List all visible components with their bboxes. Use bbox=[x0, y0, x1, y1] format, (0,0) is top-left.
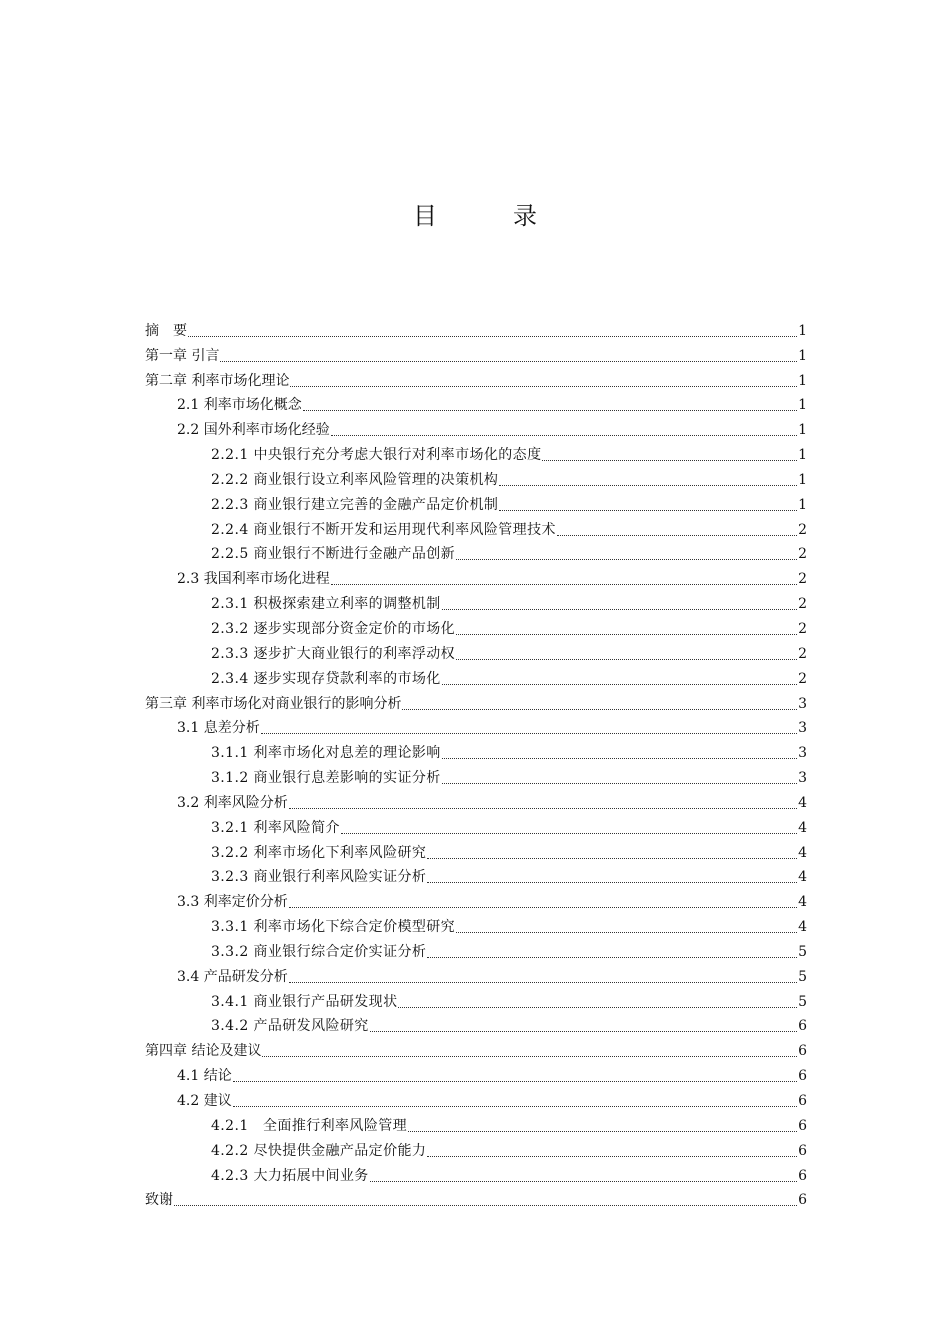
toc-entry-page-number: 3 bbox=[798, 770, 807, 787]
toc-entry-label: 3.3.1 利率市场化下综合定价模型研究 bbox=[211, 919, 456, 936]
toc-dot-leader bbox=[557, 534, 797, 536]
toc-dot-leader bbox=[499, 509, 797, 511]
toc-entry-label: 4.2.3 大力拓展中间业务 bbox=[211, 1167, 369, 1184]
toc-dot-leader bbox=[261, 732, 797, 734]
toc-dot-leader bbox=[220, 360, 797, 362]
toc-entry[interactable] bbox=[145, 540, 807, 565]
toc-dot-leader bbox=[427, 956, 797, 958]
toc-entry[interactable] bbox=[145, 1186, 807, 1211]
toc-entry-label: 2.3.2 逐步实现部分资金定价的市场化 bbox=[211, 620, 456, 637]
toc-entry-page-number: 6 bbox=[798, 1167, 807, 1184]
toc-entry[interactable] bbox=[145, 689, 807, 714]
toc-entry-page-number: 4 bbox=[798, 819, 807, 836]
toc-dot-leader bbox=[370, 1180, 797, 1182]
toc-entry[interactable] bbox=[145, 1012, 807, 1037]
toc-entry-label: 3.2.3 商业银行利率风险实证分析 bbox=[211, 869, 427, 886]
toc-entry[interactable] bbox=[145, 962, 807, 987]
toc-entry-label: 3.3 利率定价分析 bbox=[177, 894, 288, 911]
toc-entry-page-number: 3 bbox=[798, 720, 807, 737]
toc-entry[interactable] bbox=[145, 1161, 807, 1186]
toc-entry[interactable] bbox=[145, 1111, 807, 1136]
toc-dot-leader bbox=[456, 633, 797, 635]
toc-entry-page-number: 6 bbox=[798, 1142, 807, 1159]
toc-entry-label: 2.3 我国利率市场化进程 bbox=[177, 571, 330, 588]
table-of-contents bbox=[145, 316, 807, 1210]
toc-dot-leader bbox=[442, 683, 797, 685]
toc-entry-label: 2.2.2 商业银行设立利率风险管理的决策机构 bbox=[211, 471, 499, 488]
toc-entry[interactable] bbox=[145, 639, 807, 664]
toc-entry-label: 2.2.1 中央银行充分考虑大银行对利率市场化的态度 bbox=[211, 447, 542, 464]
toc-entry-label: 3.4 产品研发分析 bbox=[177, 968, 288, 985]
toc-entry-page-number: 1 bbox=[798, 496, 807, 513]
toc-dot-leader bbox=[370, 1030, 797, 1032]
toc-dot-leader bbox=[331, 434, 797, 436]
toc-entry[interactable] bbox=[145, 987, 807, 1012]
toc-entry-label: 第一章 引言 bbox=[145, 347, 220, 364]
toc-entry-label: 3.1 息差分析 bbox=[177, 720, 260, 737]
toc-entry-page-number: 2 bbox=[798, 546, 807, 563]
toc-entry-label: 3.4.1 商业银行产品研发现状 bbox=[211, 993, 398, 1010]
toc-entry-page-number: 6 bbox=[798, 1117, 807, 1134]
toc-dot-leader bbox=[188, 335, 797, 337]
toc-dot-leader bbox=[290, 385, 797, 387]
toc-entry[interactable] bbox=[145, 1086, 807, 1111]
toc-dot-leader bbox=[341, 832, 797, 834]
toc-entry-label: 3.2.2 利率市场化下利率风险研究 bbox=[211, 844, 427, 861]
toc-entry-label: 2.2 国外利率市场化经验 bbox=[177, 422, 330, 439]
toc-dot-leader bbox=[233, 1080, 797, 1082]
toc-entry-page-number: 5 bbox=[798, 968, 807, 985]
toc-entry-page-number: 1 bbox=[798, 422, 807, 439]
toc-dot-leader bbox=[499, 484, 797, 486]
toc-entry[interactable] bbox=[145, 738, 807, 763]
toc-entry-label: 3.4.2 产品研发风险研究 bbox=[211, 1018, 369, 1035]
toc-entry-label: 2.1 利率市场化概念 bbox=[177, 397, 302, 414]
toc-dot-leader bbox=[442, 608, 797, 610]
toc-entry-page-number: 4 bbox=[798, 894, 807, 911]
toc-entry[interactable] bbox=[145, 391, 807, 416]
toc-entry[interactable] bbox=[145, 838, 807, 863]
toc-entry[interactable] bbox=[145, 589, 807, 614]
toc-entry-page-number: 2 bbox=[798, 521, 807, 538]
toc-entry[interactable] bbox=[145, 564, 807, 589]
toc-entry[interactable] bbox=[145, 440, 807, 465]
toc-entry-page-number: 4 bbox=[798, 794, 807, 811]
toc-entry-page-number: 1 bbox=[798, 322, 807, 339]
toc-entry[interactable] bbox=[145, 465, 807, 490]
toc-entry-page-number: 1 bbox=[798, 397, 807, 414]
toc-entry-label: 4.1 结论 bbox=[177, 1068, 232, 1085]
toc-dot-leader bbox=[331, 583, 797, 585]
toc-entry-page-number: 3 bbox=[798, 745, 807, 762]
toc-entry-label: 2.3.1 积极探索建立利率的调整机制 bbox=[211, 596, 441, 613]
toc-entry-page-number: 2 bbox=[798, 645, 807, 662]
toc-dot-leader bbox=[456, 931, 797, 933]
toc-dot-leader bbox=[233, 1105, 797, 1107]
toc-entry[interactable] bbox=[145, 366, 807, 391]
toc-entry[interactable] bbox=[145, 1136, 807, 1161]
toc-entry[interactable] bbox=[145, 1061, 807, 1086]
toc-entry-page-number: 2 bbox=[798, 670, 807, 687]
toc-entry-page-number: 6 bbox=[798, 1192, 807, 1209]
toc-dot-leader bbox=[542, 459, 797, 461]
toc-entry-page-number: 2 bbox=[798, 620, 807, 637]
toc-entry-page-number: 6 bbox=[798, 1018, 807, 1035]
toc-entry[interactable] bbox=[145, 714, 807, 739]
toc-entry[interactable] bbox=[145, 763, 807, 788]
toc-entry-label: 2.3.4 逐步实现存贷款利率的市场化 bbox=[211, 670, 441, 687]
toc-entry-label: 第四章 结论及建议 bbox=[145, 1043, 262, 1060]
toc-entry-label: 4.2.2 尽快提供金融产品定价能力 bbox=[211, 1142, 427, 1159]
toc-entry-label: 2.2.4 商业银行不断开发和运用现代利率风险管理技术 bbox=[211, 521, 556, 538]
toc-dot-leader bbox=[402, 708, 797, 710]
toc-entry-label: 3.3.2 商业银行综合定价实证分析 bbox=[211, 943, 427, 960]
toc-entry[interactable] bbox=[145, 813, 807, 838]
toc-entry-page-number: 5 bbox=[798, 993, 807, 1010]
toc-entry[interactable] bbox=[145, 937, 807, 962]
toc-entry[interactable] bbox=[145, 887, 807, 912]
toc-dot-leader bbox=[174, 1204, 797, 1206]
toc-entry-label: 3.2.1 利率风险简介 bbox=[211, 819, 340, 836]
toc-entry-page-number: 1 bbox=[798, 347, 807, 364]
toc-dot-leader bbox=[408, 1130, 797, 1132]
toc-dot-leader bbox=[427, 1155, 797, 1157]
toc-entry[interactable] bbox=[145, 788, 807, 813]
toc-entry-page-number: 1 bbox=[798, 372, 807, 389]
toc-entry-label: 摘 要 bbox=[145, 322, 187, 339]
toc-title: 目 录 bbox=[413, 202, 563, 230]
toc-entry-label: 3.1.2 商业银行息差影响的实证分析 bbox=[211, 770, 441, 787]
toc-entry-label: 第三章 利率市场化对商业银行的影响分析 bbox=[145, 695, 402, 712]
toc-entry[interactable] bbox=[145, 664, 807, 689]
toc-dot-leader bbox=[289, 807, 797, 809]
toc-entry-page-number: 6 bbox=[798, 1068, 807, 1085]
toc-entry[interactable] bbox=[145, 341, 807, 366]
toc-entry-page-number: 3 bbox=[798, 695, 807, 712]
toc-entry-label: 第二章 利率市场化理论 bbox=[145, 372, 290, 389]
toc-entry[interactable] bbox=[145, 1036, 807, 1061]
toc-dot-leader bbox=[442, 757, 797, 759]
toc-entry-page-number: 4 bbox=[798, 869, 807, 886]
toc-dot-leader bbox=[456, 558, 797, 560]
toc-entry-label: 3.1.1 利率市场化对息差的理论影响 bbox=[211, 745, 441, 762]
toc-entry-label: 2.2.5 商业银行不断进行金融产品创新 bbox=[211, 546, 456, 563]
toc-entry[interactable] bbox=[145, 490, 807, 515]
toc-dot-leader bbox=[303, 409, 797, 411]
toc-entry-label: 2.3.3 逐步扩大商业银行的利率浮动权 bbox=[211, 645, 456, 662]
toc-entry-page-number: 6 bbox=[798, 1093, 807, 1109]
toc-entry-page-number: 2 bbox=[798, 571, 807, 588]
toc-entry[interactable] bbox=[145, 316, 807, 341]
toc-entry-label: 4.2.1 全面推行利率风险管理 bbox=[211, 1117, 408, 1134]
toc-dot-leader bbox=[289, 981, 797, 983]
toc-dot-leader bbox=[398, 1006, 797, 1008]
toc-dot-leader bbox=[262, 1055, 797, 1057]
toc-entry-label: 2.2.3 商业银行建立完善的金融产品定价机制 bbox=[211, 496, 499, 513]
toc-entry-page-number: 6 bbox=[798, 1043, 807, 1060]
toc-dot-leader bbox=[427, 857, 797, 859]
toc-entry[interactable] bbox=[145, 415, 807, 440]
toc-entry-page-number: 1 bbox=[798, 471, 807, 488]
toc-entry[interactable] bbox=[145, 863, 807, 888]
toc-entry-label: 致谢 bbox=[145, 1192, 173, 1209]
toc-entry-page-number: 1 bbox=[798, 447, 807, 464]
toc-dot-leader bbox=[442, 782, 797, 784]
toc-dot-leader bbox=[289, 906, 797, 908]
toc-entry-page-number: 4 bbox=[798, 919, 807, 936]
toc-entry-label: 4.2 建议 bbox=[177, 1093, 232, 1109]
toc-entry-page-number: 4 bbox=[798, 844, 807, 861]
toc-dot-leader bbox=[427, 881, 797, 883]
toc-entry[interactable] bbox=[145, 515, 807, 540]
toc-dot-leader bbox=[456, 658, 797, 660]
toc-entry[interactable] bbox=[145, 614, 807, 639]
toc-entry-page-number: 2 bbox=[798, 596, 807, 613]
toc-entry[interactable] bbox=[145, 912, 807, 937]
toc-entry-page-number: 5 bbox=[798, 943, 807, 960]
toc-entry-label: 3.2 利率风险分析 bbox=[177, 794, 288, 811]
